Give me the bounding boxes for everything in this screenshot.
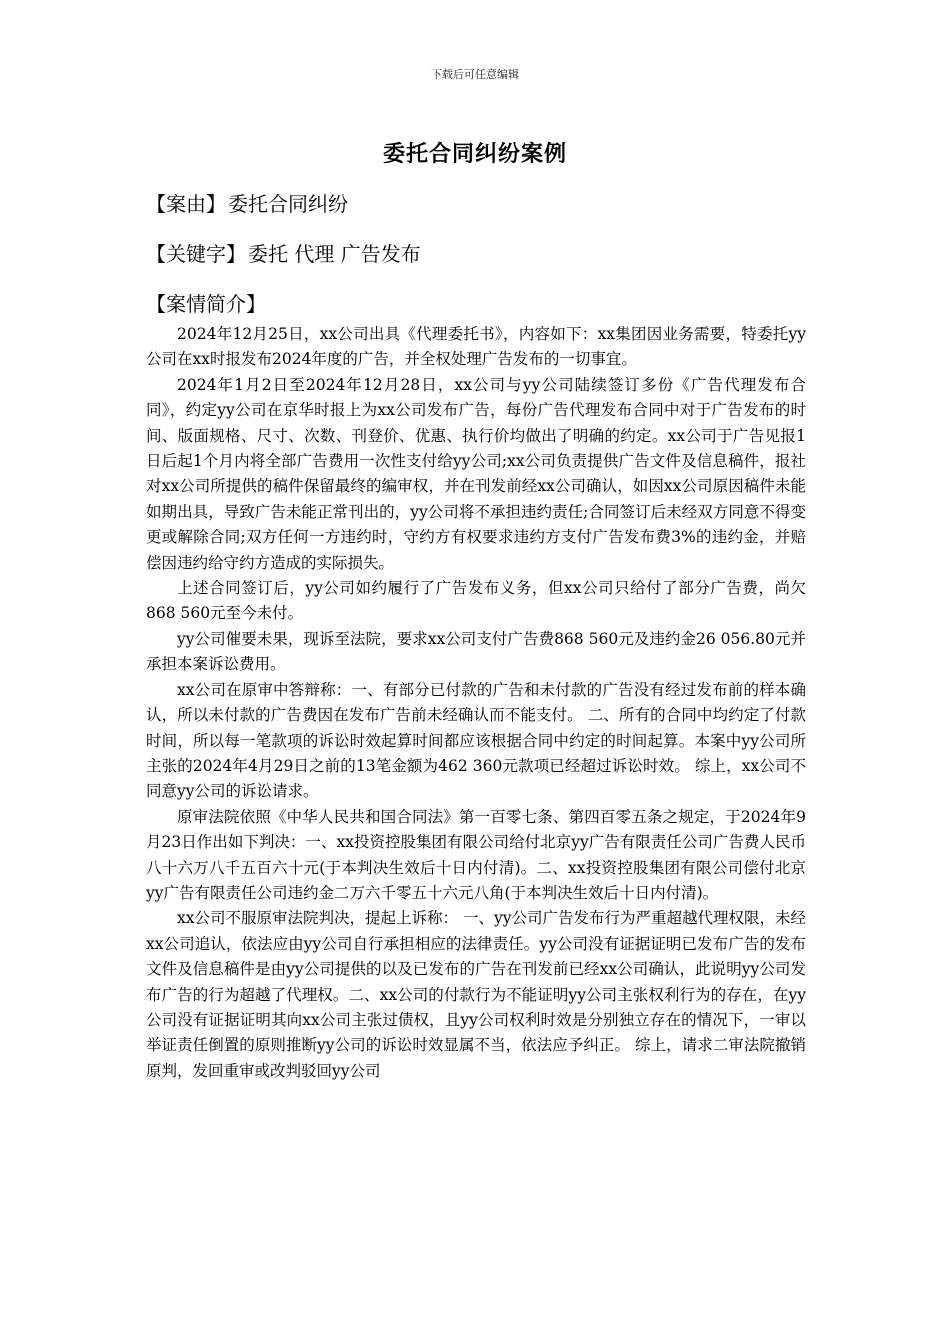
paragraph: xx公司不服原审法院判决，提起上诉称： 一、yy公司广告发布行为严重超越代理权限，未经xx公司追认，依法应由yy公司自行承担相应的法律责任。yy公司没有证据证明已发布广告的发布文件及信息稿件是由yy公司提供的以及已发布的广告在刊发前已经xx公司确认，此说明yy公司发布广告的行为超越了代理权。二、xx公司的付款行为不能证明yy公司主张权利行为的存在，在yy公司没有证据证明其向xx公司主张过债权，且yy公司权利时效是分别独立存在的情况下，一审以举证责任倒置的原则推断yy公司的诉讼时效显属不当，依法应予纠正。 综上，请求二审法院撤销原判，发回重审或改判驳回yy公司 [146,909,806,1080]
document-title: 委托合同纠纷案例 [382,142,567,167]
paragraph: 上述合同签订后，yy公司如约履行了广告发布义务，但xx公司只给付了部分广告费，尚欠868 560元至今未付。 [146,579,806,623]
section-summary [146,288,268,317]
header-note: 下载后可任意编辑 [431,68,519,81]
paragraph: yy公司催要未果，现诉至法院，要求xx公司支付广告费868 560元及违约金26 056.80元并承担本案诉讼费用。 [146,629,806,674]
case-body [146,322,806,1084]
paragraph: 原审法院依照《中华人民共和国合同法》第一百零七条、第四百零五条之规定，于2024年9月23日作出如下判决：一、xx投资控股集团有限公司给付北京yy广告有限责任公司广告费人民币八十六万八千五百六十元(于本判决生效后十日内付清)。二、xx投资控股集团有限公司偿付北京yy广告有限责任公司违约金二万六千零五十六元八角(于本判决生效后十日内付清)。 [146,807,806,902]
section-cause-label: 【案由】 [146,192,226,216]
section-keywords [146,238,421,267]
section-keywords-label: 【关键字】 [146,242,246,266]
paragraph: 2024年12月25日，xx公司出具《代理委托书》，内容如下：xx集团因业务需要，特委托yy公司在xx时报发布2024年度的广告，并全权处理广告发布的一切事宜。 [146,325,806,369]
section-cause-value: 委托合同纠纷 [228,192,348,216]
paragraph: xx公司在原审中答辩称：一、有部分已付款的广告和未付款的广告没有经过发布前的样本确认，所以未付款的广告费因在发布广告前未经确认而不能支付。 二、所有的合同中均约定了付款时间，所以每一笔款项的诉讼时效起算时间都应该根据合同中约定的时间起算。本案中yy公司所主张的2024年4月29日之前的13笔金额为462 360元款项已经超过诉讼时效。 综上，xx公司不同意yy公司的诉讼请求。 [146,680,806,801]
paragraph: 2024年1月2日至2024年12月28日，xx公司与yy公司陆续签订多份《广告代理发布合同》，约定yy公司在京华时报上为xx公司发布广告，每份广告代理发布合同中对于广告发布的时间、版面规格、尺寸、次数、刊登价、优惠、执行价均做出了明确的约定。xx公司于广告见报1日后起1个月内将全部广告费用一次性支付给yy公司;xx公司负责提供广告文件及信息稿件，报社对xx公司所提供的稿件保留最终的编审权，并在刊发前经xx公司确认，如因xx公司原因稿件未能如期出具，导致广告未能正常刊出的，yy公司将不承担违约责任;合同签订后未经双方同意不得变更或解除合同;双方任何一方违约时，守约方有权要求违约方支付广告发布费3%的违约金，并赔偿因违约给守约方造成的实际损失。 [146,375,806,572]
section-summary-label: 【案情简介】 [146,292,266,316]
section-keywords-value: 委托 代理 广告发布 [248,242,421,266]
section-cause [146,188,348,217]
